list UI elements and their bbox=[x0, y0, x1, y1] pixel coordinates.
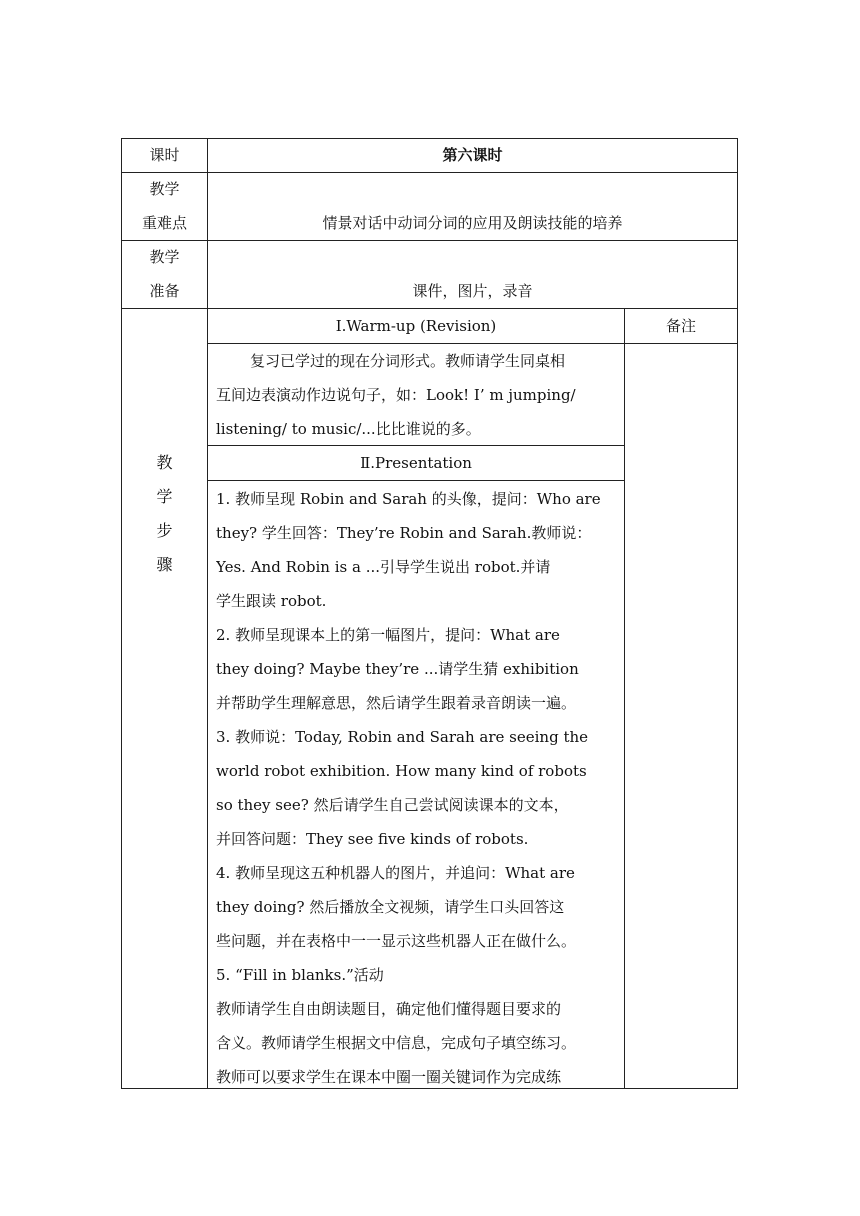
remarks-header: 备注 bbox=[665, 317, 696, 335]
presentation-line: 2. 教师呈现课本上的第一幅图片，提问：What are bbox=[216, 626, 560, 644]
preparation-label-line2: 准备 bbox=[149, 282, 180, 300]
presentation-line: they doing? Maybe they’re ...请学生猜 exhibition bbox=[216, 660, 579, 678]
presentation-divider bbox=[208, 480, 625, 481]
presentation-line: 教师可以要求学生在课本中圈一圈关键词作为完成练 bbox=[216, 1068, 562, 1086]
presentation-line: 些问题，并在表格中一一显示这些机器人正在做什么。 bbox=[216, 932, 577, 950]
steps-label-char: 骤 bbox=[156, 555, 173, 574]
steps-label-char: 教 bbox=[156, 453, 173, 472]
row-divider bbox=[121, 172, 738, 173]
presentation-line: 学生跟读 robot. bbox=[216, 592, 327, 610]
preparation-label-line1: 教学 bbox=[149, 248, 180, 266]
key-points-label-line2: 重难点 bbox=[141, 214, 187, 232]
presentation-line: they? 学生回答：They’re Robin and Sarah.教师说： bbox=[216, 524, 592, 542]
key-points-value: 情景对话中动词分词的应用及朗读技能的培养 bbox=[322, 214, 623, 232]
lesson-value: 第六课时 bbox=[442, 146, 503, 164]
presentation-line: world robot exhibition. How many kind of robots bbox=[216, 762, 587, 780]
preparation-value: 课件，图片，录音 bbox=[412, 282, 533, 300]
presentation-line: 3. 教师说：Today, Robin and Sarah are seeing the bbox=[216, 728, 589, 746]
presentation-paragraph bbox=[216, 482, 620, 1094]
warmup-line: listening/ to music/...比比谁说的多。 bbox=[216, 420, 481, 438]
presentation-line: 含义。教师请学生根据文中信息，完成句子填空练习。 bbox=[216, 1034, 577, 1052]
presentation-header: Ⅱ.Presentation bbox=[360, 454, 472, 472]
lesson-label: 课时 bbox=[149, 146, 180, 164]
steps-label-char: 学 bbox=[156, 487, 173, 506]
row-divider bbox=[121, 240, 738, 241]
warmup-paragraph bbox=[216, 344, 620, 446]
presentation-line: Yes. And Robin is a ...引导学生说出 robot.并请 bbox=[216, 558, 551, 576]
key-points-label-line1: 教学 bbox=[149, 180, 180, 198]
table-border-right bbox=[737, 138, 738, 1089]
presentation-line: they doing? 然后播放全文视频，请学生口头回答这 bbox=[216, 898, 565, 916]
warmup-header: Ⅰ.Warm-up (Revision) bbox=[335, 317, 497, 335]
steps-label-char: 步 bbox=[156, 521, 173, 540]
presentation-line: 并帮助学生理解意思，然后请学生跟着录音朗读一遍。 bbox=[216, 694, 577, 712]
remarks-column-divider bbox=[624, 308, 625, 1089]
warmup-line: 复习已学过的现在分词形式。教师请学生同桌相 bbox=[250, 352, 566, 370]
warmup-line: 互间边表演动作边说句子，如：Look! I’ m jumping/ bbox=[216, 386, 576, 404]
presentation-line: so they see? 然后请学生自己尝试阅读课本的文本， bbox=[216, 796, 569, 814]
presentation-line: 1. 教师呈现 Robin and Sarah 的头像，提问：Who are bbox=[216, 490, 601, 508]
presentation-line: 4. 教师呈现这五种机器人的图片，并追问：What are bbox=[216, 864, 575, 882]
presentation-line: 教师请学生自由朗读题目，确定他们懂得题目要求的 bbox=[216, 1000, 562, 1018]
presentation-line: 并回答问题：They see five kinds of robots. bbox=[216, 830, 529, 848]
presentation-line: 5. “Fill in blanks.”活动 bbox=[216, 966, 384, 984]
